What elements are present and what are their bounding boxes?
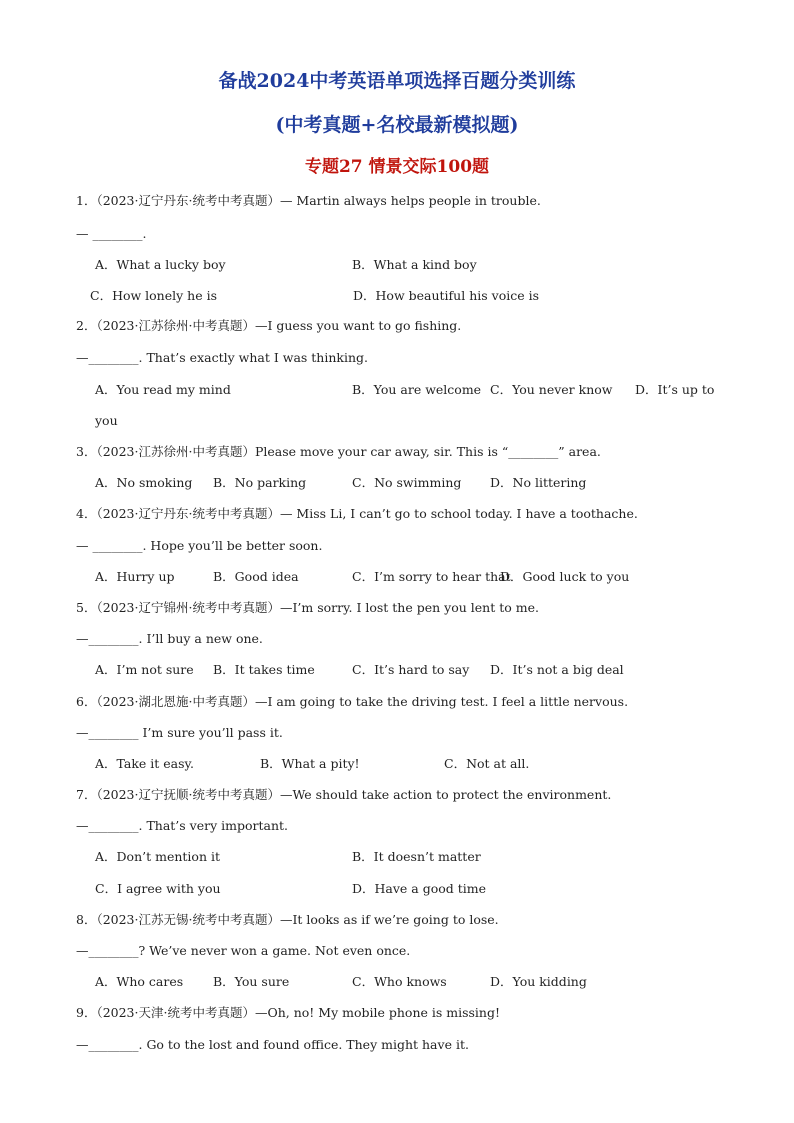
question-1-option-d: D．How beautiful his voice is xyxy=(353,288,539,303)
question-6-option-c: C．Not at all. xyxy=(444,756,530,771)
question-9-reply: —________. Go to the lost and found office. They might have it. xyxy=(76,1037,469,1052)
document-title: 备战2024中考英语单项选择百题分类训练 xyxy=(218,70,576,92)
question-3-option-d: D．No littering xyxy=(490,475,587,490)
question-1-option-c: C．How lonely he is xyxy=(90,288,218,303)
question-8-option-c: C．Who knows xyxy=(352,974,447,989)
question-8-option-a: A．Who cares xyxy=(95,974,184,989)
question-5-option-b: B．It takes time xyxy=(213,662,315,677)
question-8-stem: 8．（2023·江苏无锡·统考中考真题）—It looks as if we’re going to lose. xyxy=(76,912,499,927)
question-4-reply: — ________. Hope you’ll be better soon. xyxy=(76,538,323,553)
question-8-option-b: B．You sure xyxy=(213,974,290,989)
question-1-option-a: A．What a lucky boy xyxy=(95,257,226,272)
question-7-stem: 7．（2023·辽宁抚顺·统考中考真题）—We should take action to protect the environment. xyxy=(76,787,612,802)
question-1-stem: 1．（2023·辽宁丹东·统考中考真题）— Martin always helps people in trouble. xyxy=(76,193,541,208)
question-7-option-a: A．Don’t mention it xyxy=(95,849,220,864)
question-6-stem: 6．（2023·湖北恩施·中考真题）—I am going to take the driving test. I feel a little nervous. xyxy=(76,694,629,709)
question-8-option-d: D．You kidding xyxy=(490,974,587,989)
question-7-option-b: B．It doesn’t matter xyxy=(352,849,481,864)
question-2-stem: 2．（2023·江苏徐州·中考真题）—I guess you want to go fishing. xyxy=(76,318,462,333)
question-2-reply: —________. That’s exactly what I was thinking. xyxy=(76,350,368,365)
question-1-reply: — ________. xyxy=(76,226,147,241)
question-2-option-d: D．It’s up to xyxy=(635,382,715,397)
question-5-option-d: D．It’s not a big deal xyxy=(490,662,624,677)
question-6-option-a: A．Take it easy. xyxy=(95,756,194,771)
question-1-option-b: B．What a kind boy xyxy=(352,257,477,272)
question-6-reply: —________ I’m sure you’ll pass it. xyxy=(76,725,283,740)
document-subtitle: (中考真题+名校最新模拟题) xyxy=(275,114,519,136)
question-5-option-c: C．It’s hard to say xyxy=(352,662,470,677)
question-2-option-b: B．You are welcome xyxy=(352,382,482,397)
question-9-stem: 9．（2023·天津·统考中考真题）—Oh, no! My mobile phone is missing! xyxy=(76,1005,500,1020)
question-4-option-b: B．Good idea xyxy=(213,569,299,584)
question-5-stem: 5．（2023·辽宁锦州·统考中考真题）—I’m sorry. I lost the pen you lent to me. xyxy=(76,600,539,615)
question-4-option-a: A．Hurry up xyxy=(95,569,175,584)
question-2-option-a: A．You read my mind xyxy=(95,382,231,397)
question-3-option-b: B．No parking xyxy=(213,475,307,490)
question-3-option-a: A．No smoking xyxy=(95,475,193,490)
question-2-option-c: C．You never know xyxy=(490,382,613,397)
question-4-option-c: C．I’m sorry to hear that xyxy=(352,569,511,584)
topic-title: 专题27 情景交际100题 xyxy=(304,157,490,177)
question-5-option-a: A．I’m not sure xyxy=(95,662,194,677)
question-8-reply: —________? We’ve never won a game. Not even once. xyxy=(76,943,411,958)
question-3-stem: 3．（2023·江苏徐州·中考真题）Please move your car away, sir. This is “________” area. xyxy=(76,444,601,459)
question-6-option-b: B．What a pity! xyxy=(260,756,360,771)
question-3-option-c: C．No swimming xyxy=(352,475,462,490)
question-4-option-d: D．Good luck to you xyxy=(500,569,630,584)
question-5-reply: —________. I’ll buy a new one. xyxy=(76,631,263,646)
question-4-stem: 4．（2023·辽宁丹东·统考中考真题）— Miss Li, I can’t go to school today. I have a toothache. xyxy=(76,506,638,521)
question-7-reply: —________. That’s very important. xyxy=(76,818,289,833)
question-2-option-d-wrap: you xyxy=(95,413,118,428)
question-7-option-c: C．I agree with you xyxy=(95,881,221,896)
question-7-option-d: D．Have a good time xyxy=(352,881,487,896)
